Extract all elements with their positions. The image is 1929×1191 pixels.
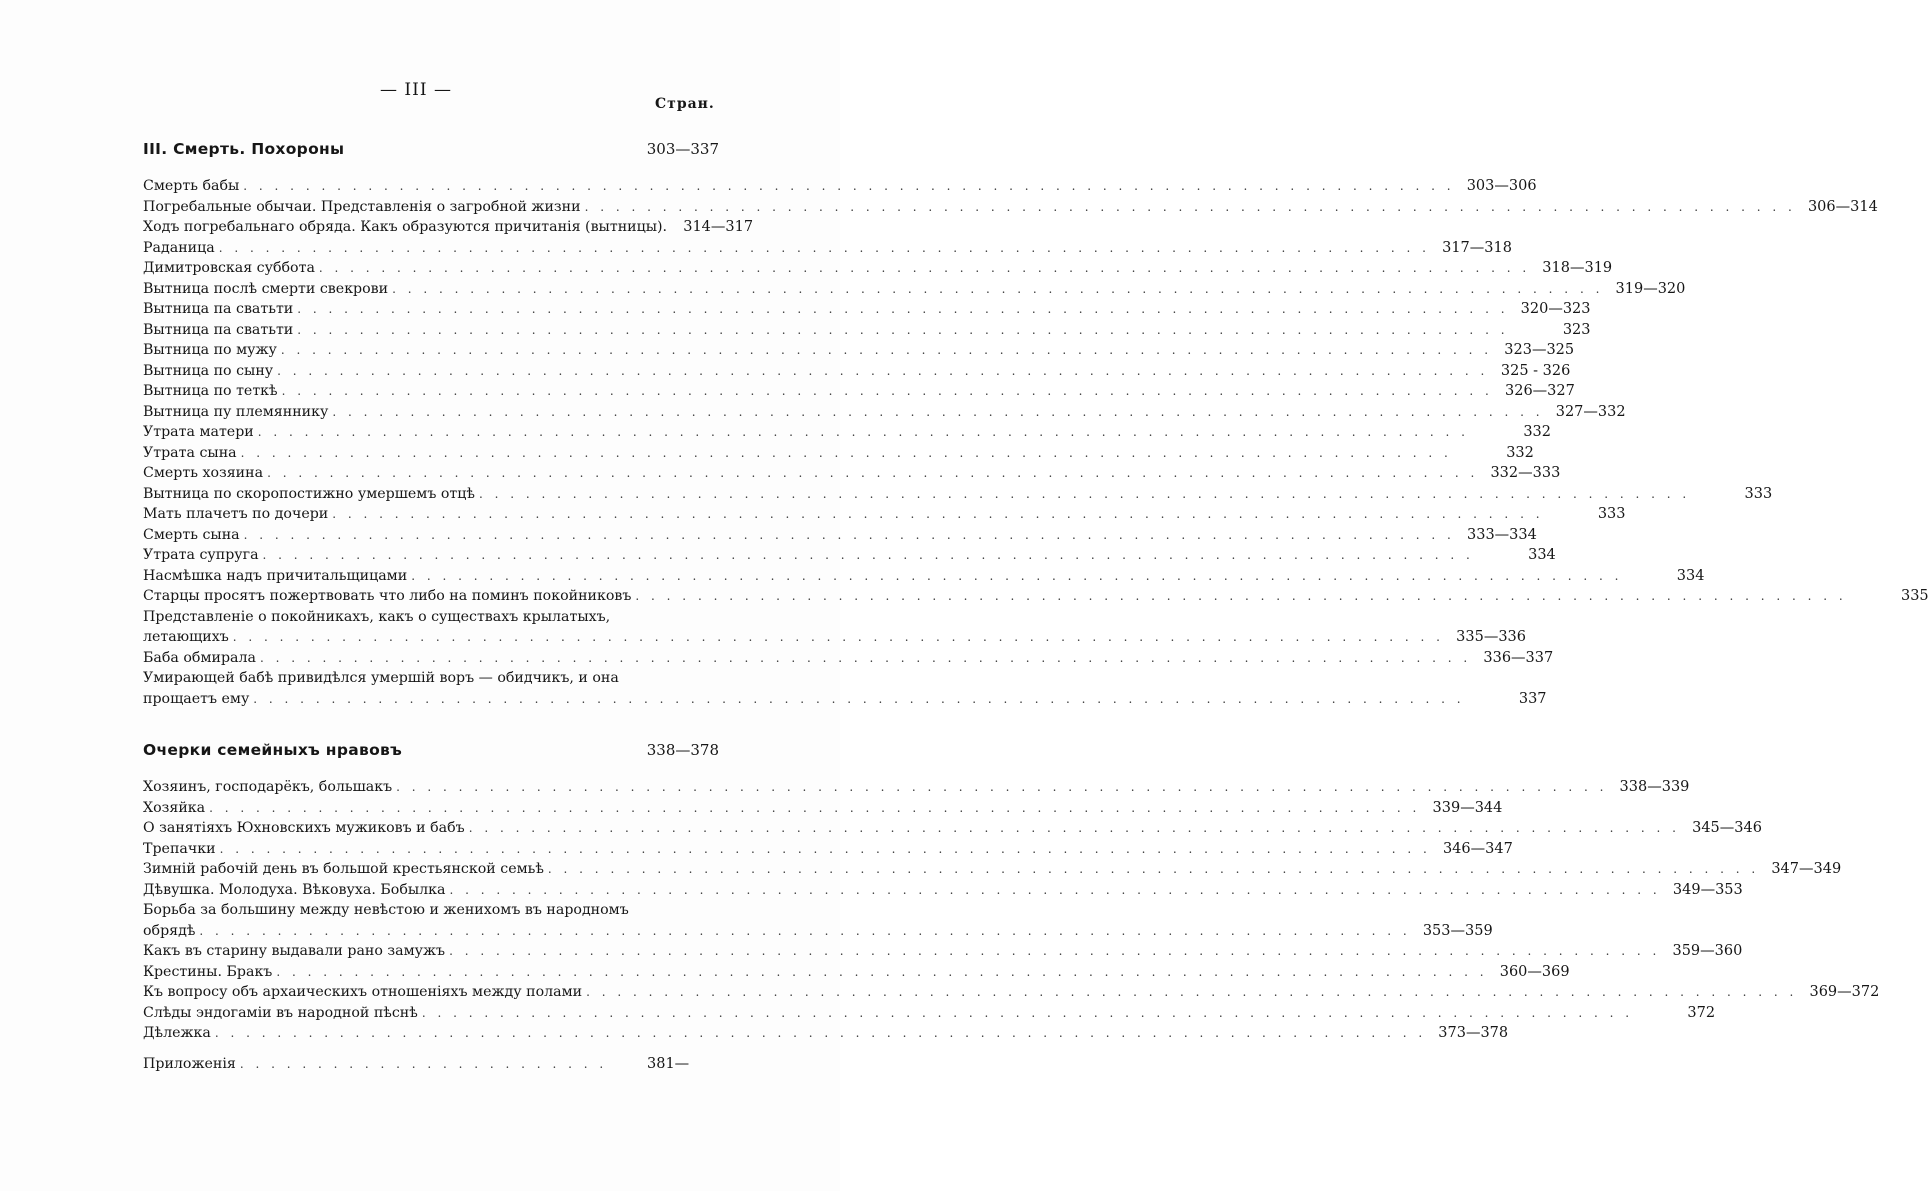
entry-page-range: 323—325 [1504, 342, 1575, 358]
dot-leader: . . . . . . . . . . . . . . . . . . . . . . . . . . . . . . . . . . . . . . . . . . . . . . . . . . . . . . . . . . . . . . . . . . . . . . . . . . . . . . [219, 841, 1431, 856]
entry-title: Смерть бабы [143, 178, 240, 194]
entry-title: Вытница па сватьти [143, 301, 294, 317]
dot-leader: . . . . . . . . . . . . . . . . . . . . . . . . . . . . . . . . . . . . . . . . . . . . . . . . . . . . . . . . . . . . . . . . . . . . . . . . . . . . . . [297, 302, 1509, 316]
entry-title: Димитровская суббота [143, 260, 315, 276]
entry-title: Мать плачетъ по дочери [143, 506, 329, 522]
dot-leader: . . . . . . . . . . . . . . . . . . . . . . . . . . . . . . . . . . . . . . . . . . . . . . . . . . . . . . . . . . . . . . . . . . . . . . . . . . . . . . [586, 985, 1798, 999]
toc-entry [143, 818, 1762, 839]
entry-title: Насмѣшка надъ причитальщицами [143, 567, 408, 584]
entry-title: Вытница по сыну [143, 362, 274, 379]
entry-page-range: 333 [1597, 506, 1626, 522]
dot-leader: . . . . . . . . . . . . . . . . . . . . . . . . . . . . . . . . . . . . . . . . . . . . . . . . . . . . . . . . . . . . . . . . . . . . . . . . . . . . . . [411, 568, 1623, 583]
entry-title: Ходъ погребальнаго обряда. Какъ образуются причитанія (вытницы). [143, 219, 668, 235]
entry-page-range: 360—369 [1499, 963, 1570, 980]
dot-leader: . . . . . . . . . . . . . . . . . . . . . . . . . . . . . . . . . . . . . . . . . . . . . . . . . . . . . . . . . . . . . . . . . . . . . . . . . . . . . . [332, 404, 1544, 419]
entry-title: Погребальные обычаи. Представленія о загробной жизни [143, 198, 581, 215]
dot-leader: . . . . . . . . . . . . . . . . . . . . . . . . . . . . . . . . . . . . . . . . . . . . . . . . . . . . . . . . . . . . . . . . . . . . . . . . . . . . . . [259, 650, 1472, 665]
entry-page-range: 319—320 [1615, 280, 1686, 297]
entry-title: Умирающей бабѣ привидѣлся умершій воръ — обидчикъ, и она [143, 670, 619, 686]
entry-page-range: 306—314 [1807, 198, 1878, 215]
section-spacer [143, 709, 719, 741]
toc-entry [143, 340, 1575, 361]
toc-entry [143, 607, 719, 628]
toc-entry [143, 361, 1571, 382]
section-heading [143, 741, 719, 765]
toc-entry [143, 648, 1554, 669]
toc-entry [143, 258, 1613, 279]
toc-entry [143, 463, 1561, 484]
dot-leader: . . . . . . . . . . . . . . . . . . . . . . . . . . . . . . . . . . . . . . . . . . . . . . . . . . . . . . . . . . . . . . . . . . . . . . . . . . . . . . [232, 630, 1444, 644]
toc-entry [143, 402, 1626, 423]
entry-page-range: 317—318 [1442, 239, 1512, 256]
toc-entry [143, 299, 1591, 320]
entry-title: Старцы просятъ пожертвовать что либо на поминъ покойниковъ [143, 588, 632, 604]
entry-title: Дѣвушка. Молодуха. Вѣковуха. Бобылка [143, 881, 446, 898]
entry-title: Утрата сына [143, 444, 237, 461]
entry-title: Дѣлежка [143, 1025, 211, 1041]
entry-title: Утрата матери [143, 424, 254, 440]
entry-title: Крестины. Бракъ [143, 963, 273, 980]
entry-page-range: 314—317 [683, 219, 754, 235]
page-number: — III — [380, 80, 452, 100]
toc-entry [143, 839, 1513, 860]
entry-page-range: 303—306 [1466, 178, 1537, 194]
entry-title: Хозяйка [143, 799, 206, 816]
entry-title: прощаетъ ему [143, 690, 250, 707]
entry-title: Вытница па сватьти [143, 321, 294, 338]
dot-leader: . . . . . . . . . . . . . . . . . . . . . . . . . . . . . . . . . . . . . . . . . . . . . . . . . . . . . . . . . . . . . . . . . . . . . . . . . . . . . . [332, 507, 1544, 521]
section-title: III. Смерть. Похороны [143, 140, 345, 158]
entry-page-range: 334 [1676, 567, 1705, 584]
toc-entry [143, 921, 1493, 942]
entry-title: Вытница по теткѣ [143, 383, 278, 399]
entry-title: Раданица [143, 239, 215, 256]
dot-leader: . . . . . . . . . . . . . . . . . . . . . . . . . . . . . . . . . . . . . . . . . . . . . . . . . . . . . . . . . . . . . . . . . . . . . . . . . . . . . . [243, 179, 1455, 193]
toc-entry [143, 1023, 1509, 1044]
toc-entry [143, 627, 1526, 648]
entry-title: Вытница пу племяннику [143, 403, 329, 420]
dot-leader: . . . . . . . . . . . . . . . . . . . . . . . . . . . . . . . . . . . . . . . . . . . . . . . . . . . . . . . . . . . . . . . . . . . . . . . . . . . . . . [277, 363, 1489, 378]
dot-leader: . . . . . . . . . . . . . . . . . . . . . . . . . . . . . . . . . . . . . . . . . . . . . . . . . . . . . . . . . . . . . . . . . . . . . . . . . . . . . . [243, 527, 1455, 542]
toc-entry [143, 504, 1626, 525]
entry-page-range: 332 [1506, 444, 1534, 461]
toc-entry [143, 982, 1880, 1003]
entry-title: Утрата супруга [143, 547, 259, 563]
dot-leader: . . . . . . . . . . . . . . . . . . . . . . . . [239, 1056, 608, 1071]
toc-entry [143, 320, 1591, 341]
entry-title: Хозяинъ, господарёкъ, большакъ [143, 779, 393, 795]
dot-leader: . . . . . . . . . . . . . . . . . . . . . . . . . . . . . . . . . . . . . . . . . . . . . . . . . . . . . . . . . . . . . . . . . . . . . . . . . . . . . . [635, 589, 1847, 603]
appendix-entry [143, 1054, 719, 1075]
entry-title: Зимній рабочій день въ большой крестьянской семьѣ [143, 861, 544, 877]
toc-entry [143, 525, 1537, 546]
toc-entry [143, 279, 1686, 300]
entry-page-range: 337 [1518, 690, 1547, 707]
toc-entry [143, 586, 1929, 607]
section-heading [143, 140, 719, 164]
toc-entry [143, 217, 754, 238]
dot-leader: . . . . . . . . . . . . . . . . . . . . . . . . . . . . . . . . . . . . . . . . . . . . . . . . . . . . . . . . . . . . . . . . . . . . . . . . . . . . . . [396, 780, 1608, 794]
entry-page-range: 326—327 [1505, 383, 1575, 399]
entry-title: Представленіе о покойникахъ, какъ о существахъ крылатыхъ, [143, 608, 611, 625]
entry-page-range: 327—332 [1555, 403, 1626, 420]
entry-page-range: 339—344 [1432, 799, 1503, 816]
entry-page-range: 323 [1562, 321, 1591, 338]
entry-page-range: 369—372 [1809, 984, 1880, 1000]
toc-entry [143, 422, 1551, 443]
entry-title: Вытница по скоропостижно умершемъ отцѣ [143, 485, 475, 502]
toc-entry [143, 859, 1842, 880]
toc-entry [143, 689, 1547, 710]
page-header [0, 80, 840, 112]
dot-leader: . . . . . . . . . . . . . . . . . . . . . . . . . . . . . . . . . . . . . . . . . . . . . . . . . . . . . . . . . . . . . . . . . . . . . . . . . . . . . . [209, 800, 1421, 815]
pages-column-label: Стран. [655, 96, 715, 112]
dot-leader: . . . . . . . . . . . . . . . . . . . . . . . . . . . . . . . . . . . . . . . . . . . . . . . . . . . . . . . . . . . . . . . . . . . . . . . . . . . . . . [468, 821, 1680, 835]
dot-leader: . . . . . . . . . . . . . . . . . . . . . . . . . . . . . . . . . . . . . . . . . . . . . . . . . . . . . . . . . . . . . . . . . . . . . . . . . . . . . . [478, 486, 1691, 501]
toc-entry [143, 1003, 1716, 1024]
toc-entry [143, 238, 1512, 259]
dot-leader: . . . . . . . . . . . . . . . . . . . . . . . . . . . . . . . . . . . . . . . . . . . . . . . . . . . . . . . . . . . . . . . . . . . . . . . . . . . . . . [218, 240, 1430, 255]
appendix-title: Приложенія [143, 1055, 236, 1072]
dot-leader: . . . . . . . . . . . . . . . . . . . . . . . . . . . . . . . . . . . . . . . . . . . . . . . . . . . . . . . . . . . . . . . . . . . . . . . . . . . . . . [281, 384, 1493, 398]
entry-title: Вытница послѣ смерти свекрови [143, 280, 389, 297]
dot-leader: . . . . . . . . . . . . . . . . . . . . . . . . . . . . . . . . . . . . . . . . . . . . . . . . . . . . . . . . . . . . . . . . . . . . . . . . . . . . . . [449, 944, 1661, 958]
entry-page-range: 318—319 [1542, 260, 1613, 276]
toc-entry [143, 962, 1570, 983]
toc-entry [143, 176, 1537, 197]
dot-leader: . . . . . . . . . . . . . . . . . . . . . . . . . . . . . . . . . . . . . . . . . . . . . . . . . . . . . . . . . . . . . . . . . . . . . . . . . . . . . . [449, 882, 1661, 897]
toc-entry [143, 941, 1743, 962]
dot-leader: . . . . . . . . . . . . . . . . . . . . . . . . . . . . . . . . . . . . . . . . . . . . . . . . . . . . . . . . . . . . . . . . . . . . . . . . . . . . . . [253, 691, 1465, 706]
entry-page-range: 349—353 [1672, 881, 1743, 898]
entry-page-range: 335—336 [1456, 629, 1526, 645]
dot-leader: . . . . . . . . . . . . . . . . . . . . . . . . . . . . . . . . . . . . . . . . . . . . . . . . . . . . . . . . . . . . . . . . . . . . . . . . . . . . . . [547, 862, 1760, 876]
entry-page-range: 346—347 [1442, 840, 1513, 857]
entry-title: Трепачки [143, 840, 216, 857]
toc-entry [143, 566, 1705, 587]
dot-leader: . . . . . . . . . . . . . . . . . . . . . . . . . . . . . . . . . . . . . . . . . . . . . . . . . . . . . . . . . . . . . . . . . . . . . . . . . . . . . . [199, 923, 1411, 938]
toc-entry [143, 880, 1743, 901]
entry-page-range: 332—333 [1490, 465, 1561, 481]
dot-leader: . . . . . . . . . . . . . . . . . . . . . . . . . . . . . . . . . . . . . . . . . . . . . . . . . . . . . . . . . . . . . . . . . . . . . . . . . . . . . . [392, 281, 1604, 296]
entry-title: Какъ въ старину выдавали рано замужъ [143, 943, 446, 959]
toc-entry [143, 545, 1556, 566]
entry-title: летающихъ [143, 629, 229, 645]
entry-title: Вытница по мужу [143, 342, 277, 358]
entry-page-range: 320—323 [1520, 301, 1591, 317]
dot-leader: . . . . . . . . . . . . . . . . . . . . . . . . . . . . . . . . . . . . . . . . . . . . . . . . . . . . . . . . . . . . . . . . . . . . . . . . . . . . . . [318, 261, 1531, 275]
entry-page-range: 332 [1523, 424, 1551, 440]
dot-leader: . . . . . . . . . . . . . . . . . . . . . . . . . . . . . . . . . . . . . . . . . . . . . . . . . . . . . . . . . . . . . . . . . . . . . . . . . . . . . . [584, 199, 1796, 214]
entry-page-range: 334 [1528, 547, 1556, 563]
entry-page-range: 372 [1687, 1004, 1716, 1021]
toc-entry [143, 381, 1575, 402]
entry-page-range: 338—339 [1619, 779, 1690, 795]
dot-leader: . . . . . . . . . . . . . . . . . . . . . . . . . . . . . . . . . . . . . . . . . . . . . . . . . . . . . . . . . . . . . . . . . . . . . . . . . . . . . . [280, 343, 1493, 357]
entry-page-range: 347—349 [1771, 861, 1842, 877]
entry-title: Смерть хозяина [143, 465, 264, 481]
toc-entry [143, 777, 1690, 798]
entry-title: Къ вопросу объ архаическихъ отношеніяхъ между полами [143, 984, 583, 1000]
entry-page-range: 359—360 [1672, 943, 1743, 959]
appendix-page-range: 381— [647, 1055, 690, 1072]
entry-title: О занятіяхъ Юхновскихъ мужиковъ и бабъ [143, 820, 465, 836]
dot-leader: . . . . . . . . . . . . . . . . . . . . . . . . . . . . . . . . . . . . . . . . . . . . . . . . . . . . . . . . . . . . . . . . . . . . . . . . . . . . . . [276, 964, 1488, 979]
dot-leader: . . . . . . . . . . . . . . . . . . . . . . . . . . . . . . . . . . . . . . . . . . . . . . . . . . . . . . . . . . . . . . . . . . . . . . . . . . . . . . [257, 425, 1469, 439]
dot-leader: . . . . . . . . . . . . . . . . . . . . . . . . . . . . . . . . . . . . . . . . . . . . . . . . . . . . . . . . . . . . . . . . . . . . . . . . . . . . . . [421, 1005, 1634, 1020]
entry-title: Смерть сына [143, 526, 240, 543]
entry-page-range: 335 [1900, 588, 1929, 604]
entry-title: Борьба за большину между невѣстою и женихомъ въ народномъ [143, 902, 629, 918]
toc-entry [143, 197, 1878, 218]
table-of-contents [143, 140, 1929, 1074]
section-title: Очерки семейныхъ нравовъ [143, 741, 403, 759]
entry-page-range: 345—346 [1692, 820, 1762, 836]
dot-leader: . . . . . . . . . . . . . . . . . . . . . . . . . . . . . . . . . . . . . . . . . . . . . . . . . . . . . . . . . . . . . . . . . . . . . . . . . . . . . . [214, 1026, 1427, 1040]
entry-page-range: 325 - 326 [1500, 362, 1571, 379]
dot-leader: . . . . . . . . . . . . . . . . . . . . . . . . . . . . . . . . . . . . . . . . . . . . . . . . . . . . . . . . . . . . . . . . . . . . . . . . . . . . . . [240, 445, 1452, 460]
entry-page-range: 333—334 [1467, 526, 1537, 543]
entry-page-range: 336—337 [1483, 649, 1554, 666]
toc-entry [143, 484, 1773, 505]
entry-title: обрядѣ [143, 922, 196, 939]
dot-leader: . . . . . . . . . . . . . . . . . . . . . . . . . . . . . . . . . . . . . . . . . . . . . . . . . . . . . . . . . . . . . . . . . . . . . . . . . . . . . . [267, 466, 1479, 480]
toc-entry [143, 443, 1534, 464]
dot-leader: . . . . . . . . . . . . . . . . . . . . . . . . . . . . . . . . . . . . . . . . . . . . . . . . . . . . . . . . . . . . . . . . . . . . . . . . . . . . . . [262, 548, 1474, 562]
section-page-range: 338—378 [646, 741, 719, 759]
entry-title: Баба обмирала [143, 649, 256, 666]
section-page-range: 303—337 [646, 140, 719, 158]
dot-leader: . . . . . . . . . . . . . . . . . . . . . . . . . . . . . . . . . . . . . . . . . . . . . . . . . . . . . . . . . . . . . . . . . . . . . . . . . . . . . . [297, 322, 1509, 337]
toc-entry [143, 900, 719, 921]
entry-page-range: 353—359 [1422, 922, 1493, 939]
entry-title: Слѣды эндогаміи въ народной пѣснѣ [143, 1004, 418, 1021]
entry-page-range: 333 [1744, 485, 1773, 502]
toc-entry [143, 668, 719, 689]
toc-entry [143, 798, 1503, 819]
entry-page-range: 373—378 [1438, 1025, 1509, 1041]
